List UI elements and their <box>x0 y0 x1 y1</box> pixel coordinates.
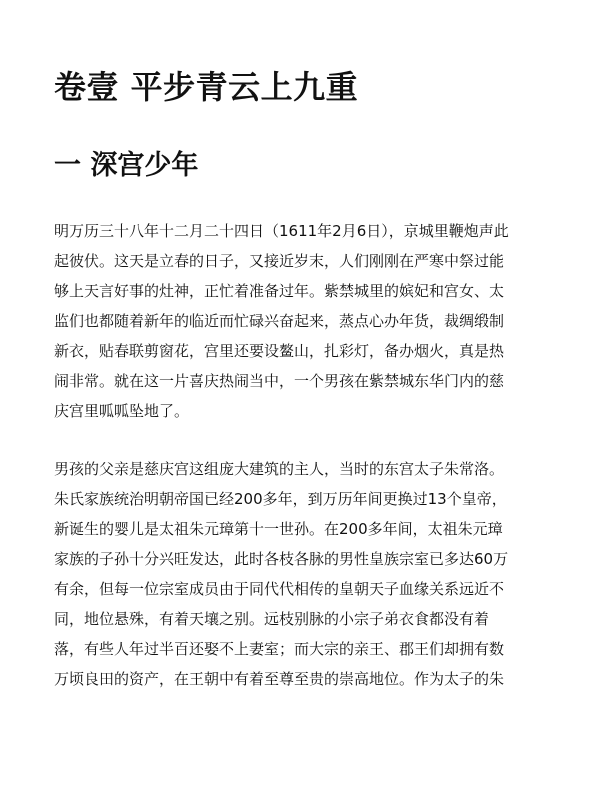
paragraph-1 <box>54 216 554 426</box>
paragraph-2 <box>54 454 554 694</box>
body-text <box>54 216 554 722</box>
text-line: 新诞生的婴儿是太祖朱元璋第十一世孙。在200多年间，太祖朱元璋 <box>54 520 503 538</box>
text-line: 万顷良田的资产，在王朝中有着至尊至贵的崇高地位。作为太子的朱 <box>54 670 505 688</box>
text-line: 够上天言好事的灶神，正忙着准备过年。紫禁城里的嫔妃和宫女、太 <box>54 282 505 300</box>
text-line: 落，有些人年过半百还娶不上妻室；而大宗的亲王、郡王们却拥有数 <box>54 640 505 658</box>
chapter-title: 一 深宫少年 <box>54 150 199 181</box>
text-line: 朱氏家族统治明朝帝国已经200多年，到万历年间更换过13个皇帝， <box>54 490 507 508</box>
text-line: 监们也都随着新年的临近而忙碌兴奋起来，蒸点心办年货，裁绸缎制 <box>54 312 505 330</box>
text-line: 庆宫里呱呱坠地了。 <box>54 402 190 420</box>
text-line: 明万历三十八年十二月二十四日（1611年2月6日），京城里鞭炮声此 <box>54 222 509 240</box>
volume-title: 卷壹 平步青云上九重 <box>54 68 359 106</box>
text-line: 家族的子孙十分兴旺发达，此时各枝各脉的男性皇族宗室已多达60万 <box>54 550 509 568</box>
text-line: 起彼伏。这天是立春的日子，又接近岁末，人们刚刚在严寒中祭过能 <box>54 252 505 270</box>
text-line: 男孩的父亲是慈庆宫这组庞大建筑的主人，当时的东宫太子朱常洛。 <box>54 460 505 478</box>
text-line: 有余，但每一位宗室成员由于同代代相传的皇朝天子血缘关系远近不 <box>54 580 505 598</box>
text-line: 同，地位悬殊，有着天壤之别。远枝别脉的小宗子弟衣食都没有着 <box>54 610 490 628</box>
text-line: 闹非常。就在这一片喜庆热闹当中，一个男孩在紫禁城东华门内的慈 <box>54 372 505 390</box>
text-line: 新衣，贴春联剪窗花，宫里还要设鳌山，扎彩灯，备办烟火，真是热 <box>54 342 505 360</box>
